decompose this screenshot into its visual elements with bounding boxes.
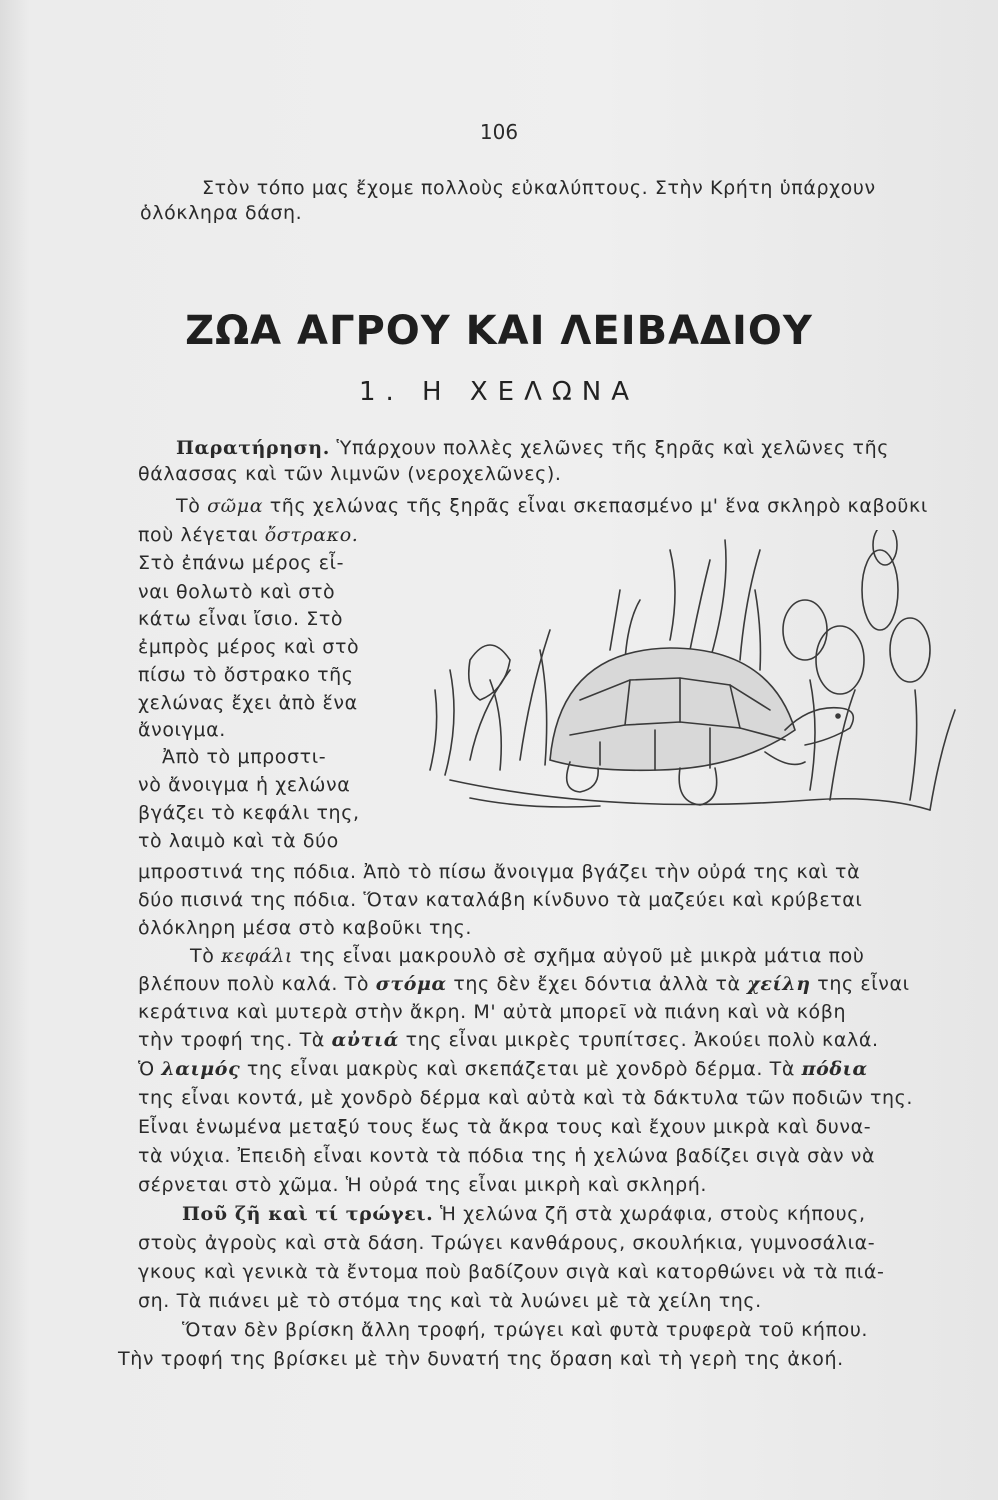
section-title: ΖΩΑ ΑΓΡΟΥ ΚΑΙ ΛΕΙΒΑΔΙΟΥ	[185, 308, 813, 354]
paragraph-line: νὸ ἄνοιγμα ἡ χελώνα	[138, 774, 351, 796]
paragraph-line: Ὅταν δὲν βρίσκη ἄλλη τροφή, τρώγει καὶ φυτὰ τρυφερὰ τοῦ κήπου.	[182, 1319, 869, 1341]
inline-heading-observation: Παρατήρηση.	[176, 437, 330, 459]
chapter-title: 1. Η ΧΕΛΩΝΑ	[358, 377, 639, 407]
paragraph-line: Παρατήρηση. Ὑπάρχουν πολλὲς χελῶνες τῆς ξηρᾶς καὶ χελῶνες τῆς	[176, 437, 889, 459]
paragraph-line: Τὸ κεφάλι της εἶναι μακρουλὸ σὲ σχῆμα αὐγοῦ μὲ μικρὰ μάτια ποὺ	[190, 945, 865, 967]
paragraph-line: Τὸ σῶμα τῆς χελώνας τῆς ξηρᾶς εἶναι σκεπασμένο μ' ἕνα σκληρὸ καβοῦκι	[176, 495, 928, 517]
paragraph-line: χελώνας ἔχει ἀπὸ ἕνα	[138, 692, 358, 714]
paragraph-line: τὸ λαιμὸ καὶ τὰ δύο	[138, 830, 339, 852]
paragraph-line: θάλασσας καὶ τῶν λιμνῶν (νεροχελῶνες).	[138, 463, 562, 485]
paragraph-line: Εἶναι ἑνωμένα μεταξύ τους ἕως τὰ ἄκρα τους καὶ ἔχουν μικρὰ καὶ δυνα-	[138, 1116, 872, 1138]
paragraph-line: τὴν τροφή της. Τὰ αὐτιά της εἶναι μικρὲς τρυπίτσες. Ἀκούει πολὺ καλά.	[138, 1029, 879, 1051]
keyword: λαιμός	[161, 1058, 241, 1080]
keyword: χείλη	[747, 973, 811, 995]
paragraph-line: κάτω εἶναι ἴσιο. Στὸ	[138, 608, 344, 630]
paragraph-line: γκους καὶ γενικὰ τὰ ἔντομα ποὺ βαδίζουν σιγὰ καὶ κατορθώνει νὰ τὰ πιά-	[138, 1261, 885, 1283]
paragraph-line: Τὴν τροφή της βρίσκει μὲ τὴν δυνατή της ὅραση καὶ τὴ γερὴ της ἀκοή.	[118, 1348, 844, 1370]
keyword: σῶμα	[207, 495, 264, 517]
paragraph-line: ναι θολωτὸ καὶ στὸ	[138, 581, 336, 603]
keyword: κεφάλι	[221, 945, 293, 967]
paragraph-line: Ποῦ ζῆ καὶ τί τρώγει. Ἡ χελώνα ζῆ στὰ χωράφια, στοὺς κήπους,	[182, 1203, 866, 1225]
paragraph-line: βλέπουν πολὺ καλά. Τὸ στόμα της δὲν ἔχει δόντια ἀλλὰ τὰ χείλη της εἶναι	[138, 973, 910, 995]
paragraph-line: Ἀπὸ τὸ μπροστι-	[162, 746, 327, 768]
page-number: 106	[479, 120, 519, 144]
paragraph-line: Στὸ ἐπάνω μέρος εἶ-	[138, 552, 345, 574]
keyword: αὐτιά	[331, 1029, 399, 1051]
keyword: πόδια	[801, 1058, 868, 1080]
tortoise-illustration-icon	[410, 530, 970, 850]
paragraph-line: στοὺς ἀγροὺς καὶ στὰ δάση. Τρώγει κανθάρους, σκουλήκια, γυμνοσάλια-	[138, 1232, 876, 1254]
paragraph-line: βγάζει τὸ κεφάλι της,	[138, 802, 360, 824]
paragraph-line: κεράτινα καὶ μυτερὰ στὴν ἄκρη. Μ' αὐτὰ μπορεῖ νὰ πιάνη καὶ νὰ κόβη	[138, 1001, 847, 1023]
intro-line-1: Στὸν τόπο μας ἔχομε πολλοὺς εὐκαλύπτους. Στὴν Κρήτη ὑπάρχουν	[202, 177, 876, 199]
paragraph-line: της εἶναι κοντά, μὲ χονδρὸ δέρμα καὶ αὐτὰ καὶ τὰ δάκτυλα τῶν ποδιῶν της.	[138, 1087, 914, 1109]
paragraph-line: ποὺ λέγεται ὄστρακο.	[138, 524, 359, 546]
paragraph-line: πίσω τὸ ὄστρακο τῆς	[138, 664, 354, 686]
paragraph-line: ἐμπρὸς μέρος καὶ στὸ	[138, 636, 360, 658]
intro-line-2: ὁλόκληρα δάση.	[140, 202, 303, 224]
paragraph-line: δύο πισινά της πόδια. Ὅταν καταλάβη κίνδυνο τὰ μαζεύει καὶ κρύβεται	[138, 889, 863, 911]
paragraph-line: ση. Τὰ πιάνει μὲ τὸ στόμα της καὶ τὰ λυώνει μὲ τὰ χείλη της.	[138, 1290, 762, 1312]
paragraph-line: ὁλόκληρη μέσα στὸ καβοῦκι της.	[138, 917, 473, 939]
paragraph-line: μπροστινά της πόδια. Ἀπὸ τὸ πίσω ἄνοιγμα βγάζει τὴν οὐρά της καὶ τὰ	[138, 861, 861, 883]
inline-heading-habitat: Ποῦ ζῆ καὶ τί τρώγει.	[182, 1203, 434, 1225]
paragraph-line: σέρνεται στὸ χῶμα. Ἡ οὐρά της εἶναι μικρὴ καὶ σκληρή.	[138, 1174, 708, 1196]
keyword: στόμα	[375, 973, 447, 995]
paragraph-line: ἄνοιγμα.	[138, 719, 226, 741]
paragraph-line: τὰ νύχια. Ἐπειδὴ εἶναι κοντὰ τὰ πόδια της ἡ χελώνα βαδίζει σιγὰ σὰν νὰ	[138, 1145, 876, 1167]
keyword: ὄστρακο.	[264, 524, 359, 546]
paragraph-line: Ὁ λαιμός της εἶναι μακρὺς καὶ σκεπάζεται μὲ χονδρὸ δέρμα. Τὰ πόδια	[138, 1058, 868, 1080]
